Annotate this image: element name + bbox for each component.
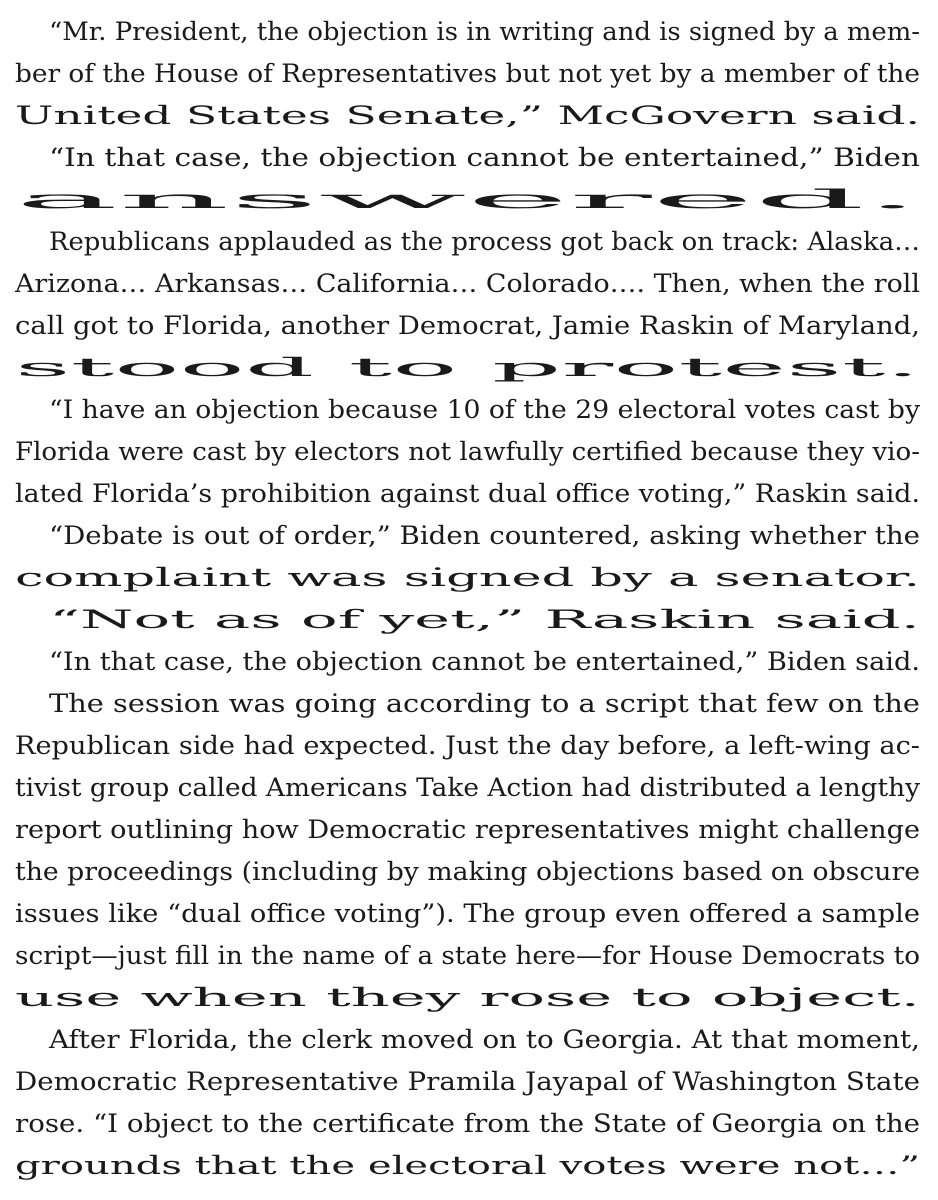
text-line: ber of the House of Representatives but not yet by a member of the	[15, 59, 920, 89]
paragraph-first-line: “Mr. President, the objection is in writing and is signed by a mem-	[49, 17, 920, 47]
paragraph-first-line: “Debate is out of order,” Biden countered, asking whether the	[49, 521, 920, 551]
paragraph-first-line: The session was going according to a script that few on the	[49, 689, 920, 719]
paragraph-first-line: “Not as of yet,” Raskin said.	[49, 605, 920, 635]
text-line: answered.	[15, 185, 920, 215]
text-line: Republican side had expected. Just the day before, a left-wing ac-	[15, 731, 920, 761]
paragraph-first-line: “In that case, the objection cannot be entertained,” Biden said.	[49, 647, 920, 677]
text-line: complaint was signed by a senator.	[15, 563, 920, 593]
text-line: stood to protest.	[15, 353, 920, 383]
text-line: rose. “I object to the certificate from the State of Georgia on the	[15, 1109, 921, 1139]
text-line: script—just fill in the name of a state here—for House Democrats to	[15, 941, 920, 971]
document-page	[15, 11, 925, 1187]
text-line: lated Florida’s prohibition against dual office voting,” Raskin said.	[15, 479, 920, 509]
text-line: the proceedings (including by making objections based on obscure	[15, 857, 920, 887]
paragraph-first-line: “I have an objection because 10 of the 29 electoral votes cast by	[49, 395, 921, 425]
text-line: Arizona… Arkansas… California… Colorado…. Then, when the roll	[15, 269, 920, 299]
text-line: United States Senate,” McGovern said.	[15, 101, 920, 131]
paragraph-first-line: “In that case, the objection cannot be entertained,” Biden	[49, 143, 920, 173]
text-line: use when they rose to object.	[15, 983, 920, 1013]
body-text	[15, 11, 925, 1187]
paragraph-first-line: After Florida, the clerk moved on to Georgia. At that moment,	[49, 1025, 920, 1055]
text-line: Democratic Representative Pramila Jayapal of Washington State	[15, 1067, 920, 1097]
text-line: issues like “dual office voting”). The group even offered a sample	[15, 899, 920, 929]
text-line: Florida were cast by electors not lawfully certified because they vio-	[15, 437, 920, 467]
paragraph-first-line: Republicans applauded as the process got back on track: Alaska…	[49, 227, 920, 257]
text-line: report outlining how Democratic representatives might challenge	[15, 815, 920, 845]
text-line: call got to Florida, another Democrat, Jamie Raskin of Maryland,	[15, 311, 920, 341]
text-line: grounds that the electoral votes were not…”	[15, 1151, 920, 1181]
text-line: tivist group called Americans Take Action had distributed a lengthy	[15, 773, 920, 803]
